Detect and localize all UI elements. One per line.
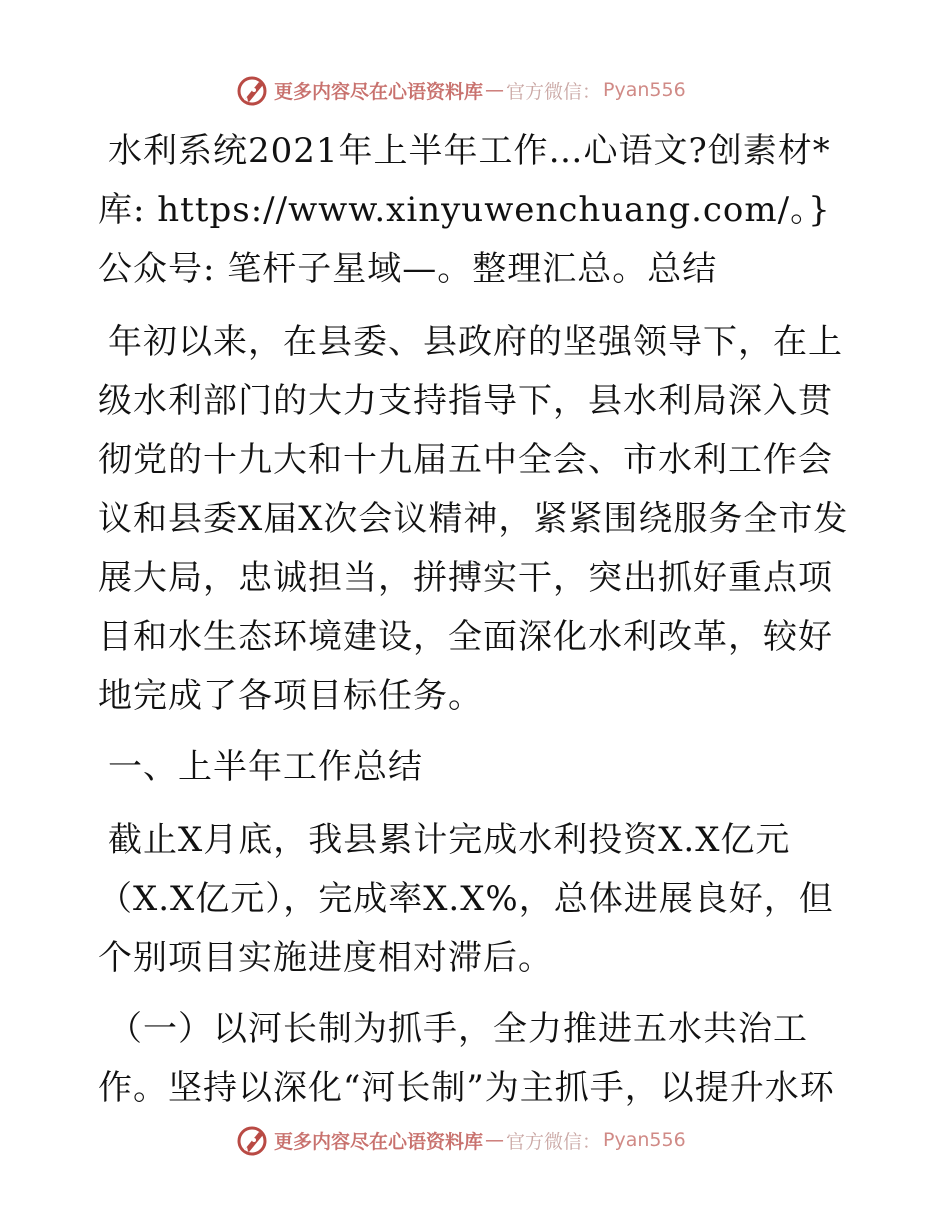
intro-paragraph: 年初以来，在县委、县政府的坚强领导下，在上级水利部门的大力支持指导下，县水利局深入贯彻党的十九大和十九届五中全会、市水利工作会议和县委X届X次会议精神，紧紧围绕服务全市发展大局，忠诚担当，拼搏实干，突出抓好重点项目和水生态环境建设，全面深化水利改革，较好地完成了各项目标任务。 xyxy=(98,322,849,716)
pen-logo-icon xyxy=(235,1123,269,1157)
watermark-wechat-id: Pyan556 xyxy=(603,1129,686,1151)
section-paragraph: 截止X月底，我县累计完成水利投资X.X亿元（X.X亿元），完成率X.X%，总体进展良好，但个别项目实施进度相对滞后。 xyxy=(98,820,834,978)
watermark-dash: — xyxy=(485,79,505,101)
document-title: 水利系统2021年上半年工作…心语文?创素材*库: https://www.xinyuwenchuang.com/。}公众号: 笔杆子星域—。整理汇总。总结 xyxy=(98,131,831,289)
document-body xyxy=(98,122,858,1130)
pen-logo-icon xyxy=(235,73,269,107)
watermark-dash: — xyxy=(485,1129,505,1151)
watermark-text: 更多内容尽在心语资料库 xyxy=(274,80,484,103)
watermark-wechat-id: Pyan556 xyxy=(603,79,686,101)
subsection-paragraph: （一）以河长制为抓手，全力推进五水共治工作。坚持以深化“河长制”为主抓手，以提升水环 xyxy=(98,1009,835,1108)
watermark-label: 官方微信： xyxy=(506,80,602,103)
section-heading: 一、上半年工作总结 xyxy=(108,747,423,787)
watermark-header xyxy=(235,72,686,108)
watermark-text: 更多内容尽在心语资料库 xyxy=(274,1130,484,1153)
watermark-label: 官方微信： xyxy=(506,1130,602,1153)
watermark-footer xyxy=(235,1122,686,1158)
